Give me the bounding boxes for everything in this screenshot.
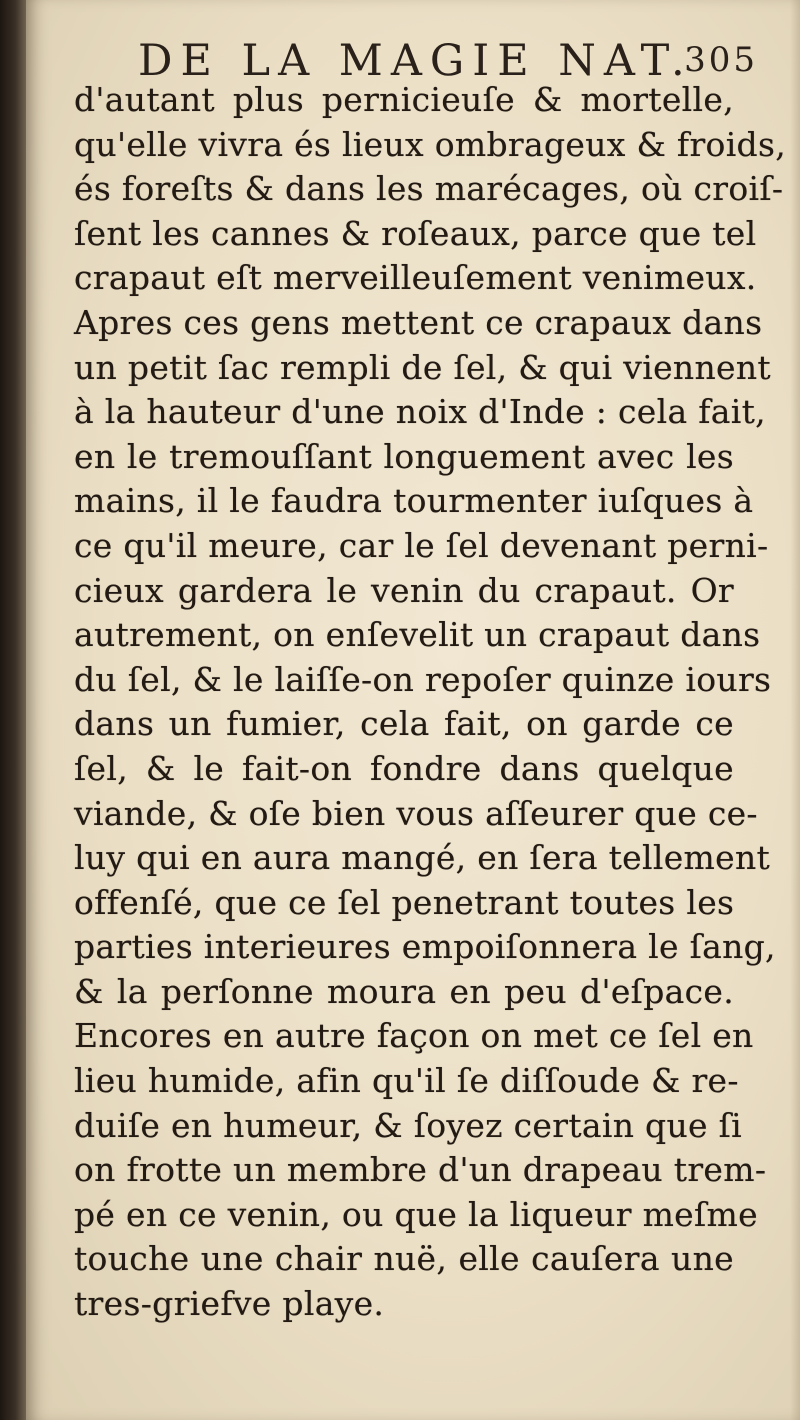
body-text <box>74 78 786 1327</box>
text-line: mains, il le faudra tourmenter iuſques à <box>74 481 754 521</box>
text-line: en le tremouſſant longuement avec les <box>74 436 734 476</box>
text-line: és foreſts & dans les marécages, où croiſ- <box>74 169 784 209</box>
text-line: dans un fumier, cela fait, on garde ce <box>74 704 734 744</box>
text-line: cieux gardera le venin du crapaut. Or <box>74 570 734 610</box>
text-line: tres-griefve playe. <box>74 1284 385 1324</box>
text-line: parties interieures empoiſonnera le ſang, <box>74 927 776 967</box>
text-line: & la perſonne moura en peu d'eſpace. <box>74 971 734 1011</box>
text-line: ſent les cannes & roſeaux, parce que tel <box>74 213 757 253</box>
text-line: à la hauteur d'une noix d'Inde : cela fait, <box>74 392 766 432</box>
page-edge <box>790 0 800 1420</box>
text-line: autrement, on enſevelit un crapaut dans <box>74 615 761 655</box>
text-line: ce qu'il meure, car le ſel devenant perni- <box>74 525 769 565</box>
text-line: Encores en autre façon on met ce ſel en <box>74 1016 754 1056</box>
text-line: un petit ſac rempli de ſel, & qui viennent <box>74 347 771 387</box>
text-line: offenſé, que ce ſel penetrant toutes les <box>74 882 735 922</box>
text-line: on frotte un membre d'un drapeau trem- <box>74 1150 767 1190</box>
text-line: qu'elle vivra és lieux ombrageux & froids, <box>74 124 786 164</box>
book-page <box>26 0 800 1420</box>
page-number: 305 <box>684 40 758 80</box>
text-line: d'autant plus pernicieuſe & mortelle, <box>74 80 734 119</box>
text-line: touche une chair nuë, elle cauſera une <box>74 1239 734 1279</box>
text-line: duiſe en humeur, & ſoyez certain que ſi <box>74 1105 743 1145</box>
text-line: lieu humide, afin qu'il ſe diſſoude & re- <box>74 1061 739 1101</box>
text-line: Apres ces gens mettent ce crapaux dans <box>74 302 763 342</box>
running-title: DE LA MAGIE NAT. <box>138 36 693 86</box>
text-line: luy qui en aura mangé, en ſera tellement <box>74 838 771 878</box>
text-line: crapaut eſt merveilleuſement venimeux. <box>74 258 757 298</box>
text-line: pé en ce venin, ou que la liqueur meſme <box>74 1194 758 1234</box>
text-line: du ſel, & le laiſſe-on repoſer quinze iours <box>74 659 772 699</box>
text-line: viande, & oſe bien vous aſſeurer que ce- <box>74 793 758 833</box>
text-line: ſel, & le fait-on fondre dans quelque <box>74 748 734 788</box>
